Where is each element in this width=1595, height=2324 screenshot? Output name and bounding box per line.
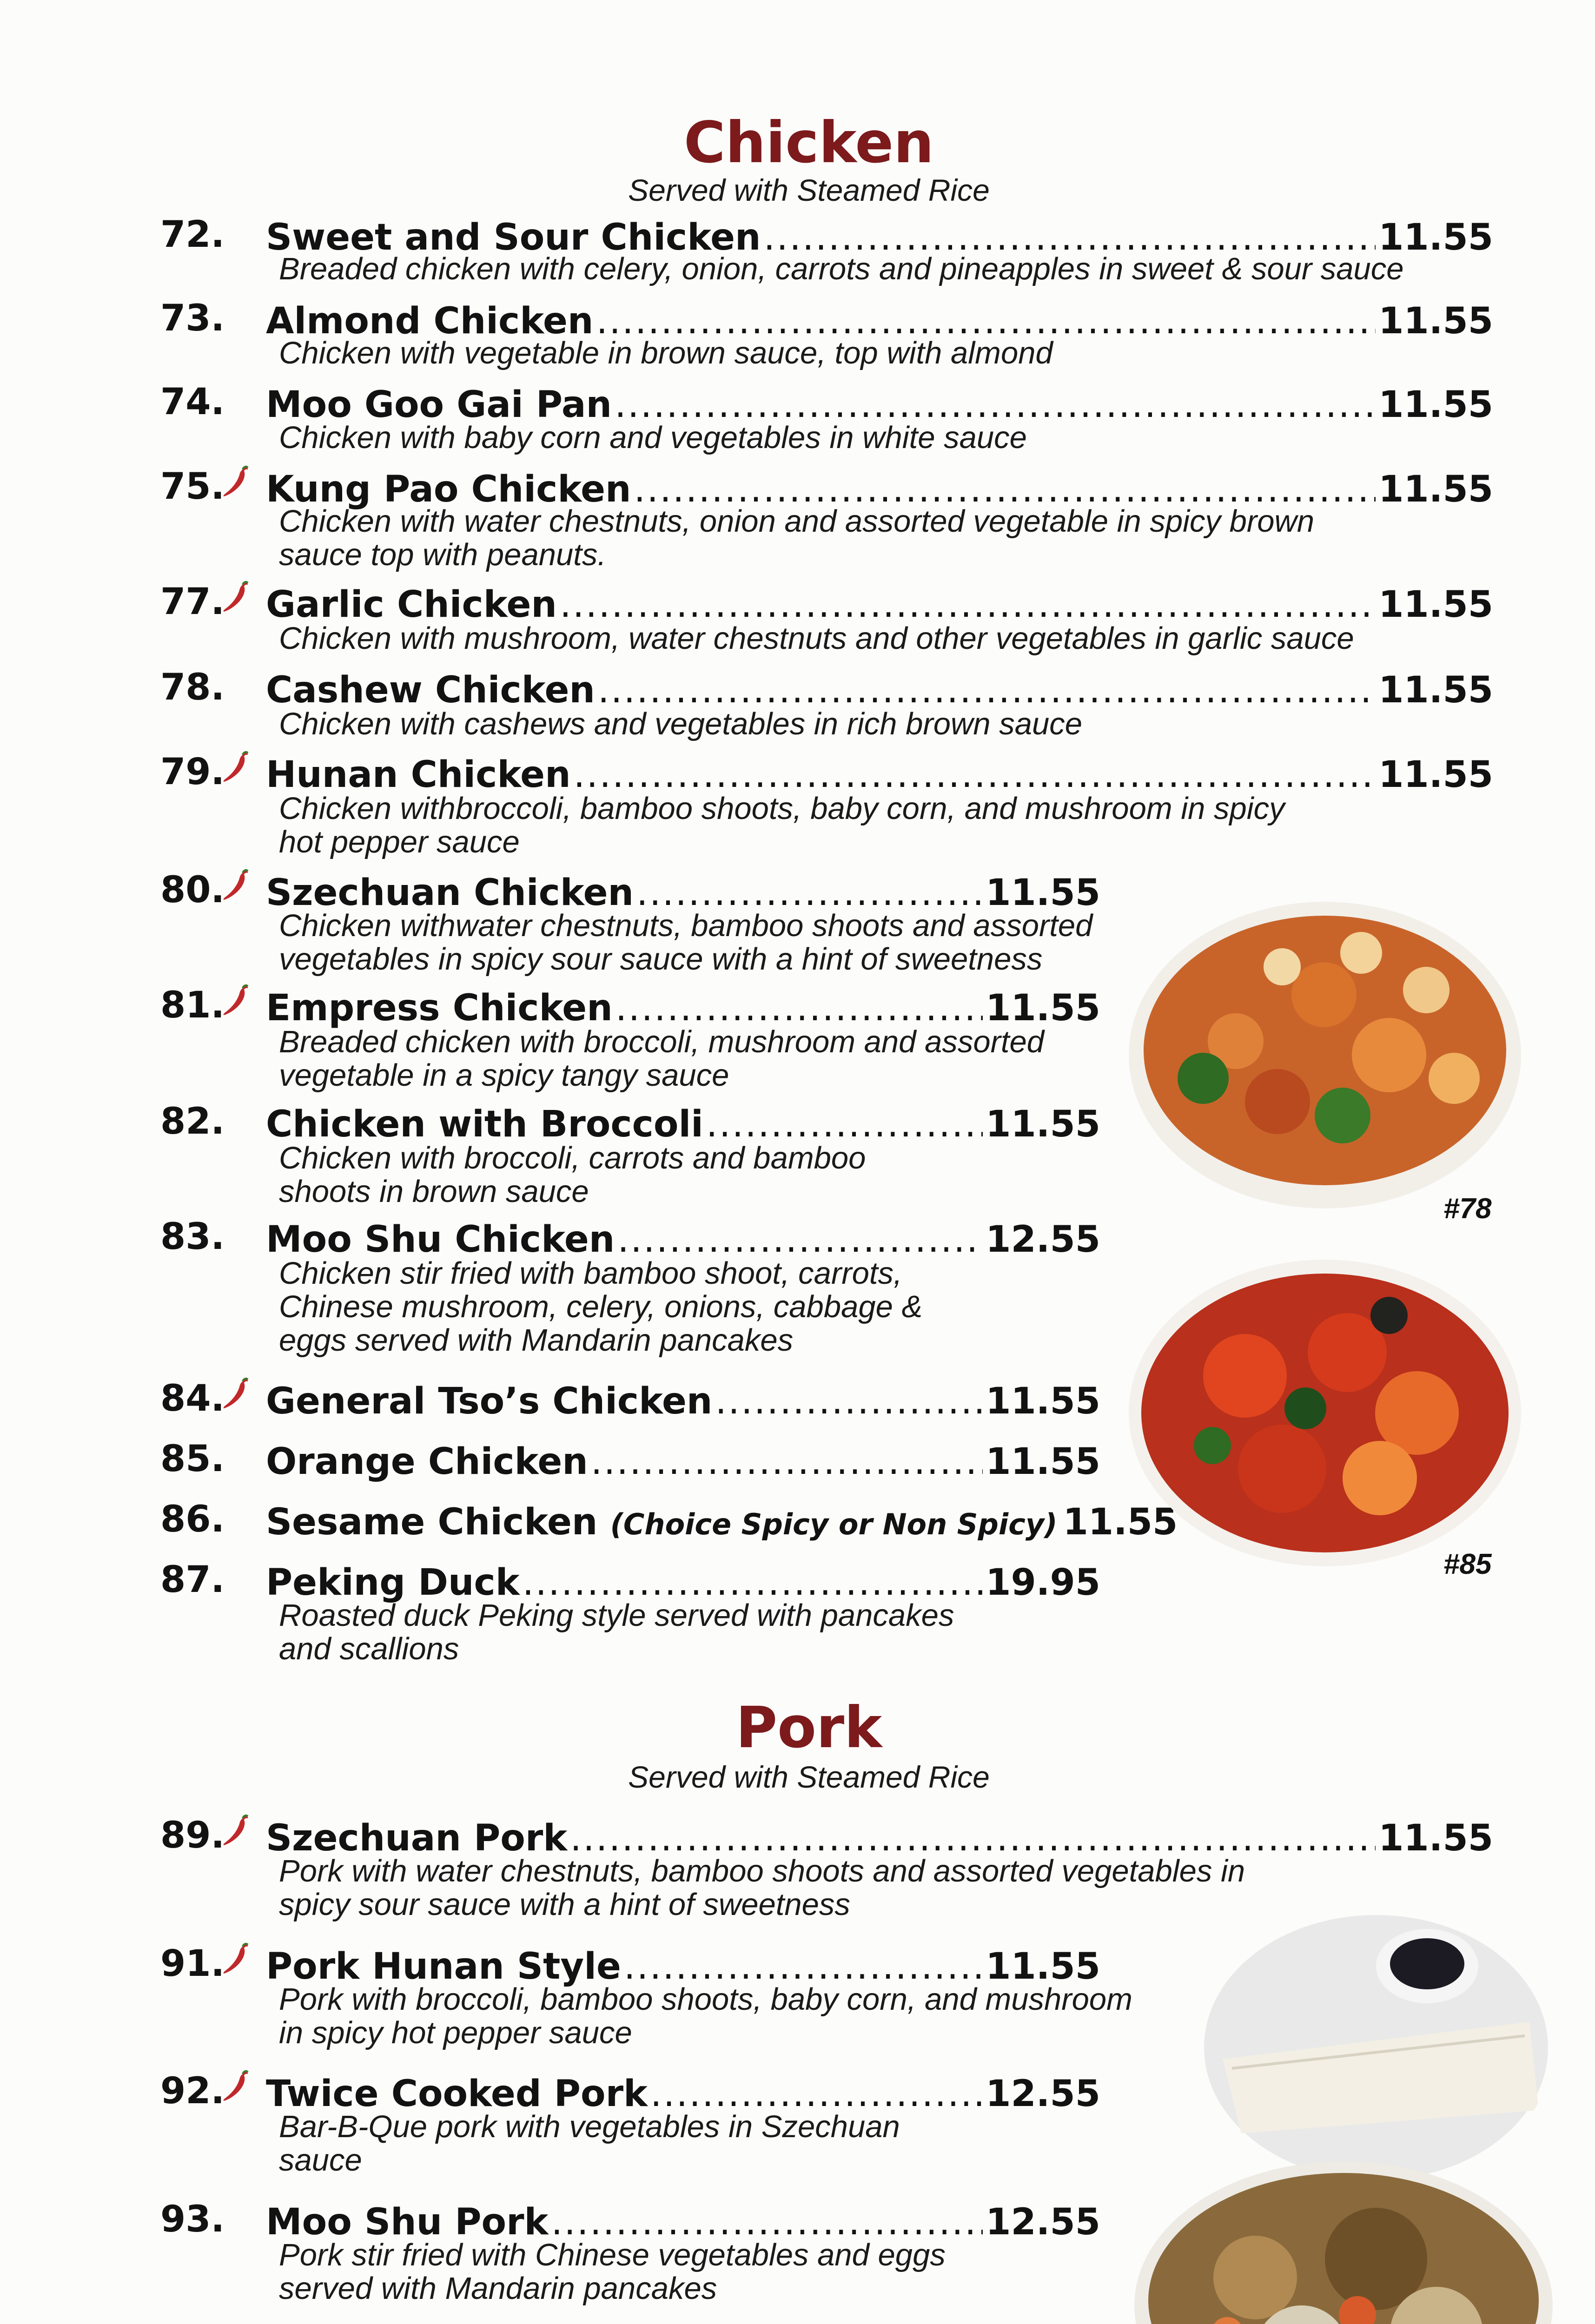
item-name: Kung Pao Chicken	[266, 469, 631, 510]
description-line: vegetable in a spicy tangy sauce	[279, 1058, 729, 1093]
item-name: Chicken with Broccoli	[266, 1103, 703, 1145]
description-line: sauce top with peanuts.	[279, 537, 606, 572]
menu-item-row	[266, 471, 1493, 508]
description-line: Pork stir fried with Chinese vegetables and eggs	[279, 2238, 946, 2272]
item-name-text: Sesame Chicken	[266, 1501, 598, 1543]
chili-pepper-icon	[222, 868, 249, 901]
item-price: 12.55	[986, 2073, 1100, 2115]
item-name: Garlic Chicken	[266, 584, 557, 626]
photo-caption: #78	[1443, 1193, 1492, 1225]
item-price: 12.55	[986, 1219, 1100, 1261]
description-line: hot pepper sauce	[279, 825, 520, 859]
menu-item-row	[266, 754, 1493, 796]
description-line: Pork with water chestnuts, bamboo shoots and assorted vegetables in	[279, 1854, 1245, 1888]
item-name: Peking Duck	[266, 1562, 520, 1604]
item-number: 78.	[160, 667, 225, 708]
dot-leader	[560, 587, 1376, 623]
dot-leader	[523, 1565, 983, 1601]
item-description	[279, 1855, 1245, 1921]
item-name	[266, 1501, 1058, 1543]
item-name: Pork Hunan Style	[266, 1946, 621, 1987]
item-number: 74.	[160, 381, 225, 423]
item-description	[279, 1599, 954, 1666]
menu-item-row	[266, 384, 1493, 426]
item-number: 87.	[160, 1559, 225, 1601]
chili-pepper-icon	[222, 2069, 249, 2102]
item-number: 81.	[160, 984, 225, 1026]
description-line: Breaded chicken with broccoli, mushroom and assorted	[279, 1024, 1045, 1059]
menu-item-row	[266, 2073, 1100, 2115]
item-name: Moo Shu Chicken	[266, 1219, 615, 1261]
dot-leader	[636, 875, 983, 911]
item-number: 91.	[160, 1943, 225, 1985]
menu-item-row	[266, 1562, 1100, 1604]
chili-pepper-icon	[222, 1942, 249, 1974]
item-name: Cashew Chicken	[266, 669, 595, 711]
item-description: Chicken with vegetable in brown sauce, top with almond	[279, 336, 1053, 370]
menu-item-row	[266, 1441, 1100, 1483]
item-price: 11.55	[1378, 1817, 1493, 1859]
menu-item-row	[266, 219, 1493, 256]
menu-item-row	[266, 1103, 1100, 1145]
item-name: Hunan Chicken	[266, 754, 571, 796]
item-number: 93.	[160, 2199, 225, 2240]
description-line: served with Mandarin pancakes	[279, 2271, 717, 2306]
item-price: 11.55	[1378, 217, 1493, 258]
description-line: in spicy hot pepper sauce	[279, 2015, 632, 2050]
menu-item-row	[266, 872, 1100, 914]
item-name: General Tso’s Chicken	[266, 1380, 713, 1422]
item-description: Chicken with baby corn and vegetables in white sauce	[279, 420, 1027, 455]
item-price: 19.95	[986, 1562, 1100, 1604]
description-line: Roasted duck Peking style served with pancakes	[279, 1598, 954, 1633]
chili-pepper-icon	[222, 1377, 249, 1409]
chili-pepper-icon	[222, 465, 249, 497]
menu-item-row	[266, 669, 1493, 711]
menu-item-row	[266, 584, 1493, 626]
item-number: 89.	[160, 1815, 225, 1856]
item-price: 11.55	[1063, 1501, 1178, 1543]
item-number: 86.	[160, 1499, 225, 1540]
dot-leader	[650, 2076, 983, 2112]
item-name: Moo Goo Gai Pan	[266, 384, 612, 426]
dot-leader	[634, 471, 1376, 508]
item-number: 72.	[160, 214, 225, 256]
item-description	[279, 1025, 1044, 1092]
item-description	[279, 1257, 922, 1357]
item-name: Empress Chicken	[266, 987, 613, 1029]
menu-item-row	[266, 1948, 1100, 1985]
item-number: 80.	[160, 869, 225, 911]
item-description	[279, 1142, 866, 1208]
item-price: 11.55	[986, 872, 1100, 914]
chili-pepper-icon	[222, 984, 249, 1016]
chicken-section-title: Chicken	[684, 110, 934, 176]
food-photo-orange-chicken	[1129, 1260, 1521, 1566]
description-line: eggs served with Mandarin pancakes	[279, 1323, 794, 1358]
dot-leader	[570, 1820, 1376, 1856]
dot-leader	[551, 2204, 983, 2240]
item-description	[279, 2238, 946, 2305]
pork-section-subtitle: Served with Steamed Rice	[628, 1760, 990, 1794]
pork-section-title: Pork	[735, 1695, 882, 1761]
item-price: 11.55	[986, 1441, 1100, 1483]
dot-leader	[764, 219, 1376, 256]
food-photo-moo-shu-pork	[1134, 2157, 1553, 2324]
item-description	[279, 909, 1092, 976]
item-price: 11.55	[986, 987, 1100, 1029]
item-description	[279, 1983, 1132, 2050]
description-line: Pork with broccoli, bamboo shoots, baby corn, and mushroom	[279, 1982, 1132, 2017]
chili-pepper-icon	[222, 1814, 249, 1846]
item-price: 11.55	[1378, 669, 1493, 711]
item-name: Sweet and Sour Chicken	[266, 217, 761, 258]
dot-leader	[624, 1948, 983, 1985]
chicken-section-subtitle: Served with Steamed Rice	[628, 173, 990, 207]
description-line: Chicken with water chestnuts, onion and assorted vegetable in spicy brown	[279, 504, 1315, 539]
item-price: 11.55	[986, 1380, 1100, 1422]
item-price: 12.55	[986, 2201, 1100, 2243]
item-description: Chicken with mushroom, water chestnuts and other vegetables in garlic sauce	[279, 621, 1354, 656]
item-name: Szechuan Chicken	[266, 872, 634, 914]
item-name: Moo Shu Pork	[266, 2201, 549, 2243]
item-description: Chicken with cashews and vegetables in rich brown sauce	[279, 706, 1083, 741]
description-line: Chicken withwater chestnuts, bamboo shoots and assorted	[279, 908, 1093, 943]
photo-caption: #85	[1443, 1548, 1492, 1580]
dot-leader	[706, 1106, 983, 1142]
item-number: 75.	[160, 466, 225, 508]
description-line: Chicken stir fried with bamboo shoot, carrots,	[279, 1256, 902, 1291]
item-price: 11.55	[1378, 384, 1493, 426]
chili-pepper-icon	[222, 750, 249, 783]
menu-item-row	[266, 2201, 1100, 2243]
dot-leader	[617, 1221, 983, 1258]
item-note: (Choice Spicy or Non Spicy)	[610, 1507, 1058, 1541]
menu-item-row	[266, 1817, 1493, 1859]
item-number: 84.	[160, 1378, 225, 1419]
item-description	[279, 2110, 900, 2177]
menu-item-row	[266, 1501, 1178, 1543]
item-number: 77.	[160, 581, 225, 623]
item-price: 11.55	[1378, 754, 1493, 796]
dot-leader	[598, 672, 1376, 708]
description-line: sauce	[279, 2143, 362, 2178]
food-photo-cashew-chicken	[1129, 902, 1521, 1208]
food-photo-moo-shu-pancakes	[1204, 1915, 1548, 2180]
description-line: Bar-B-Que pork with vegetables in Szechuan	[279, 2109, 900, 2144]
description-line: vegetables in spicy sour sauce with a hint of sweetness	[279, 942, 1043, 977]
description-line: spicy sour sauce with a hint of sweetness	[279, 1887, 850, 1922]
description-line: Chinese mushroom, celery, onions, cabbage &	[279, 1289, 923, 1324]
menu-item-row	[266, 1380, 1100, 1422]
item-number: 73.	[160, 297, 225, 339]
item-name: Orange Chicken	[266, 1441, 588, 1483]
menu-item-row	[266, 987, 1100, 1029]
dot-leader	[596, 303, 1376, 339]
description-line: Chicken with broccoli, carrots and bamboo	[279, 1141, 866, 1175]
dot-leader	[715, 1383, 983, 1419]
description-line: and scallions	[279, 1631, 459, 1666]
dot-leader	[615, 387, 1376, 423]
menu-item-row	[266, 1219, 1100, 1261]
dot-leader	[591, 1444, 983, 1480]
item-price: 11.55	[986, 1946, 1100, 1987]
item-name: Szechuan Pork	[266, 1817, 568, 1859]
item-number: 83.	[160, 1216, 225, 1258]
item-price: 11.55	[1378, 584, 1493, 626]
item-price: 11.55	[1378, 469, 1493, 510]
dot-leader	[574, 757, 1376, 793]
description-line: Chicken withbroccoli, bamboo shoots, baby corn, and mushroom in spicy	[279, 791, 1285, 826]
item-description	[279, 792, 1285, 859]
item-price: 11.55	[986, 1103, 1100, 1145]
menu-item-row	[266, 300, 1493, 342]
item-number: 79.	[160, 751, 225, 793]
item-price: 11.55	[1378, 300, 1493, 342]
item-number: 85.	[160, 1438, 225, 1480]
item-description: Breaded chicken with celery, onion, carrots and pineapples in sweet & sour sauce	[279, 251, 1404, 286]
chili-pepper-icon	[222, 580, 249, 613]
item-description	[279, 505, 1314, 572]
item-name: Almond Chicken	[266, 300, 594, 342]
item-name: Twice Cooked Pork	[266, 2073, 648, 2115]
item-number: 92.	[160, 2070, 225, 2112]
description-line: shoots in brown sauce	[279, 1174, 589, 1209]
dot-leader	[615, 990, 983, 1026]
item-number: 82.	[160, 1101, 225, 1142]
